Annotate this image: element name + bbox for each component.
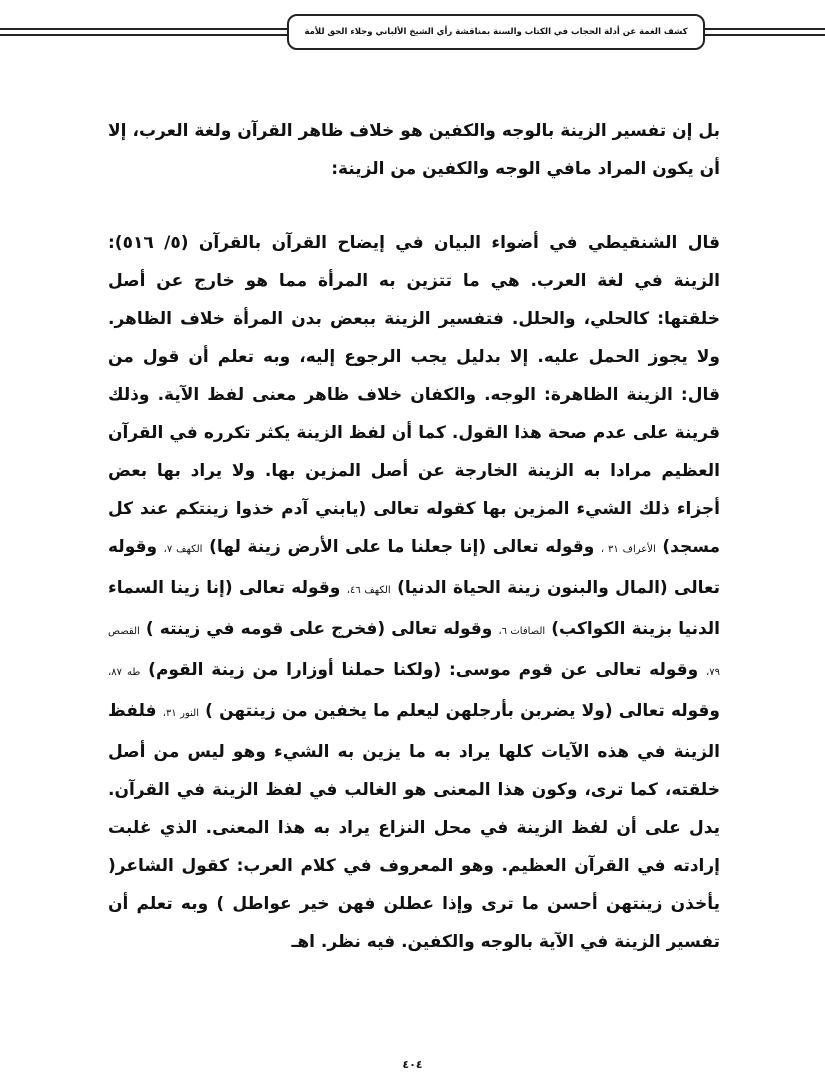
page-body — [108, 112, 720, 961]
page-number: ٤٠٤ — [402, 1058, 423, 1071]
verse-reference-1: الأعراف ٣١ ، — [600, 544, 656, 555]
quote-text-2: وقوله تعالى (إنا جعلنا ما على الأرض زينة لها) — [209, 537, 595, 557]
quote-text-7: وقوله تعالى (ولا يضربن بأرجلهن ليعلم ما يخفين من زينتهن ) — [205, 701, 720, 721]
running-header-title: كشف الغمة عن أدلة الحجاب في الكتاب والسنة بمناقشة رأي الشيخ الألباني وجلاء الحق للأمة — [304, 27, 688, 37]
quote-text-6: وقوله تعالى عن قوم موسى: (ولكنا حملنا أوزارا من زينة القوم) — [148, 660, 699, 680]
verse-reference-5: القصص ٧٩، — [108, 626, 721, 678]
quote-text-3: وقوله تعالى (المال والبنون زينة الحياة الدنيا) — [108, 537, 721, 598]
running-header — [287, 14, 705, 50]
intro-paragraph: بل إن تفسير الزينة بالوجه والكفين هو خلاف ظاهر القرآن ولغة العرب، إلا أن يكون المراد مافي الوجه والكفين من الزينة: — [108, 121, 720, 179]
quote-paragraph — [108, 224, 720, 961]
quote-text-5: وقوله تعالى (فخرج على قومه في زينته ) — [145, 619, 493, 639]
verse-reference-4: الصافات ٦، — [498, 626, 546, 637]
verse-reference-7: النور ٣١، — [162, 708, 199, 719]
quote-text-4: وقوله تعالى (إنا زينا السماء الدنيا بزينة الكواكب) — [108, 578, 721, 639]
quote-text-8: فلفظ الزينة في هذه الآيات كلها يراد به ما يزين به الشيء وهو ليس من أصل خلقته، كما ترى، وكون هذا المعنى هو الغالب في لفظ الزينة في القرآن. يدل على أن لفظ الزينة في محل النزاع يراد به هذا المعنى. الذي غلبت إرادته في القرآن العظيم. وهو المعروف في كلام العرب: كقول الشاعر( يأخذن زينتهن أحسن ما ترى وإذا عطلن فهن خير عواطل ) وبه تعلم أن تفسير الزينة في الآية بالوجه والكفين. فيه نظر. اهـ — [108, 701, 720, 952]
verse-reference-3: الكهف ٤٦، — [346, 585, 391, 596]
verse-reference-2: الكهف ٧، — [163, 544, 203, 555]
verse-reference-6: طه ٨٧، — [108, 667, 141, 678]
quote-text-1: قال الشنقيطي في أضواء البيان في إيضاح القرآن بالقرآن (٥/ ٥١٦): الزينة في لغة العرب. هي ما تتزين به المرأة مما هو خارج عن أصل خلقتها: كالحلي، والحلل. فتفسير الزينة ببعض بدن المرأة خلاف الظاهر. ولا يجوز الحمل عليه. إلا بدليل يجب الرجوع إليه، وبه تعلم أن قول من قال: الزينة الظاهرة: الوجه. والكفان خلاف ظاهر معنى لفظ الآية. وذلك قرينة على عدم صحة هذا القول. كما أن لفظ الزينة يكثر تكرره في القرآن العظيم مرادا به الزينة الخارجة عن أصل المزين بها. ولا يراد بها بعض أجزاء ذلك الشيء المزين بها كقوله تعالى (يابني آدم خذوا زينتكم عند كل مسجد) — [108, 233, 721, 557]
